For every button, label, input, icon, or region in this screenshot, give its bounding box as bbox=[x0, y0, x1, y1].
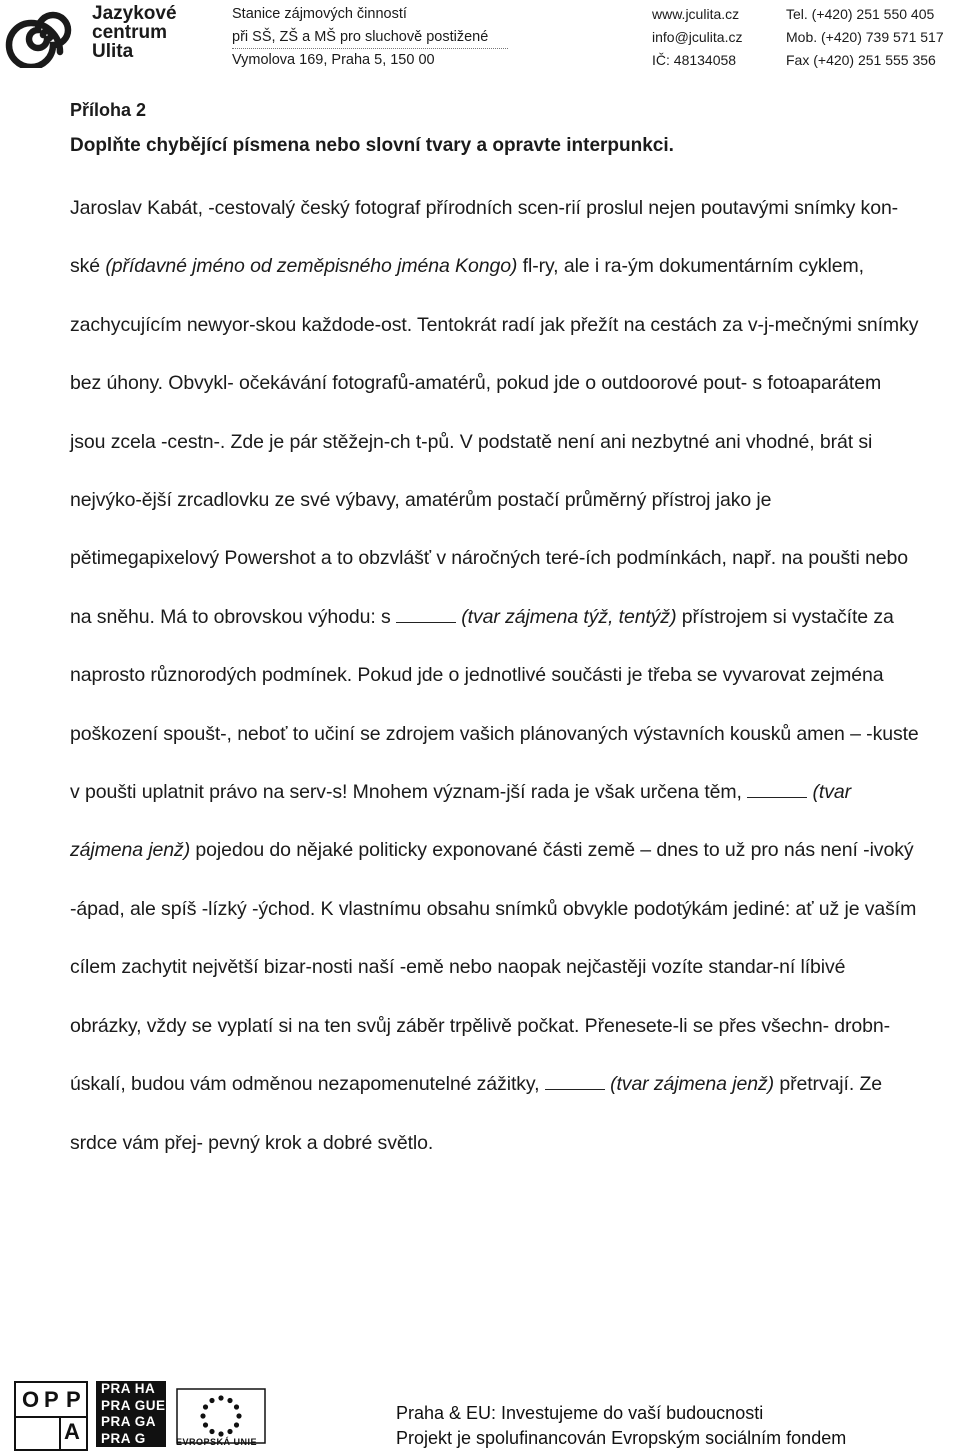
logo-line: Ulita bbox=[92, 41, 134, 62]
header-divider bbox=[232, 48, 508, 49]
letterhead bbox=[0, 0, 960, 72]
hint-text: (tvar zájmena jenž) bbox=[610, 1073, 774, 1096]
task-instruction: Doplňte chybějící písmena nebo slovní tvary a opravte interpunkci. bbox=[70, 135, 674, 156]
exercise-text bbox=[70, 179, 920, 1172]
funding-line: Praha & EU: Investujeme do vaší budoucnosti bbox=[396, 1403, 764, 1423]
opp-a-logo bbox=[14, 1381, 88, 1451]
fill-blank[interactable] bbox=[747, 781, 807, 798]
fax-number: Fax (+420) 251 555 356 bbox=[786, 52, 936, 68]
email-link[interactable]: info@jculita.cz bbox=[652, 29, 743, 45]
text-segment: Jaroslav Kabát, -cestovalý český fotograf přírodních scen-rií proslul nejen poutavými snímky kon-ské bbox=[70, 197, 899, 278]
tel-number: Tel. (+420) 251 550 405 bbox=[786, 6, 935, 22]
funding-line: Projekt je spolufinancován Evropským sociálním fondem bbox=[396, 1428, 847, 1448]
praha-logo bbox=[96, 1381, 166, 1447]
footer bbox=[0, 1375, 960, 1451]
text-segment: přetrvají. Ze srdce vám přej- pevný krok a dobré světlo. bbox=[70, 1073, 883, 1154]
ulita-spiral-logo-icon bbox=[2, 2, 84, 68]
opp-letter: P bbox=[44, 1387, 59, 1412]
organization-info bbox=[232, 3, 488, 72]
logo-line: centrum bbox=[92, 22, 167, 43]
hint-text: (tvar zájmena jenž) bbox=[70, 781, 852, 862]
web-contact bbox=[652, 3, 742, 72]
opp-letter: A bbox=[64, 1419, 80, 1444]
text-segment: přístrojem si vystačíte za naprosto různorodých podmínek. Pokud jde o jednotlivé součásti je třeba se vyvarovat zejména poškození spoušt-, neboť to učiní se zdrojem vašich plánovaných výstavních kousků amen – -kuste v poušti uplatnit právo na serv-s! Mnohem význam-jší rada je však určena těm, bbox=[70, 605, 919, 804]
org-address: Vymolova 169, Praha 5, 150 00 bbox=[232, 52, 435, 68]
hint-text: (tvar zájmena týž, tentýž) bbox=[461, 605, 677, 628]
org-subname: při SŠ, ZŠ a MŠ pro sluchově postižené bbox=[232, 29, 489, 45]
worksheet-body bbox=[70, 96, 920, 1172]
hint-text: (přídavné jméno od zeměpisného jména Kongo) bbox=[105, 255, 518, 278]
website-link[interactable]: www.jculita.cz bbox=[652, 6, 740, 22]
opp-letter: O bbox=[22, 1387, 40, 1412]
eu-caption: EVROPSKÁ UNIE bbox=[176, 1437, 258, 1447]
fill-blank[interactable] bbox=[396, 606, 456, 623]
attachment-label: Příloha 2 bbox=[70, 100, 147, 120]
praha-line: PRA HA bbox=[101, 1381, 156, 1396]
logo-line: Jazykové bbox=[92, 3, 177, 24]
text-segment: pojedou do nějaké politicky exponované části země – dnes to už pro nás není -ivoký -ápad, ale spíš -lízký -ýchod. K vlastnímu obsahu snímků obvykle podotýkám jediné: ať už je vaším cílem zachytit největší bizar-nosti naší -emě nebo naopak nejčastěji vozíte standar-ní líbivé obrázky, vždy se vyplatí si na ten svůj záběr trpělivě počkat. Přenesete-li se přes všechn- drobn- úskalí, budou vám odměnou nezapomenutelné zážitky, bbox=[70, 839, 917, 1096]
mobile-number: Mob. (+420) 739 571 517 bbox=[786, 29, 944, 45]
praha-line: PRA GA bbox=[101, 1414, 157, 1429]
opp-logo-lines bbox=[16, 1383, 86, 1449]
praha-line: PRA GUE bbox=[101, 1397, 166, 1413]
opp-letter: P bbox=[66, 1387, 81, 1412]
praha-line: PRA G bbox=[101, 1430, 146, 1446]
logo-wordmark bbox=[92, 4, 177, 61]
funding-statement bbox=[396, 1401, 846, 1451]
phone-contact bbox=[786, 3, 944, 72]
fill-blank[interactable] bbox=[545, 1073, 605, 1090]
company-id: IČ: 48134058 bbox=[652, 52, 737, 68]
org-name: Stanice zájmových činností bbox=[232, 6, 407, 22]
text-segment: fl-ry, ale i ra-ým dokumentárním cyklem, zachycujícím newyor-skou každode-ost. Tentokrát radí jak přežít na cestách za v-j-mečnými snímky bez úhony. Obvykl- očekávání fotografů-amatérů, pokud jde o outdoorové pout- s fotoaparátem jsou zcela -cestn-. Zde je pár stěžejn-ch t-pů. V podstatě není ani nezbytné ani vhodné, brát si nejvýko-ější zrcadlovku ze své výbavy, amatérům postačí průměrný přístroj jako je pětimegapixelový Powershot a to obzvlášť v náročných teré-ích podmínkách, např. na poušti nebo na sněhu. Má to obrovskou výhodu: s bbox=[70, 255, 919, 628]
